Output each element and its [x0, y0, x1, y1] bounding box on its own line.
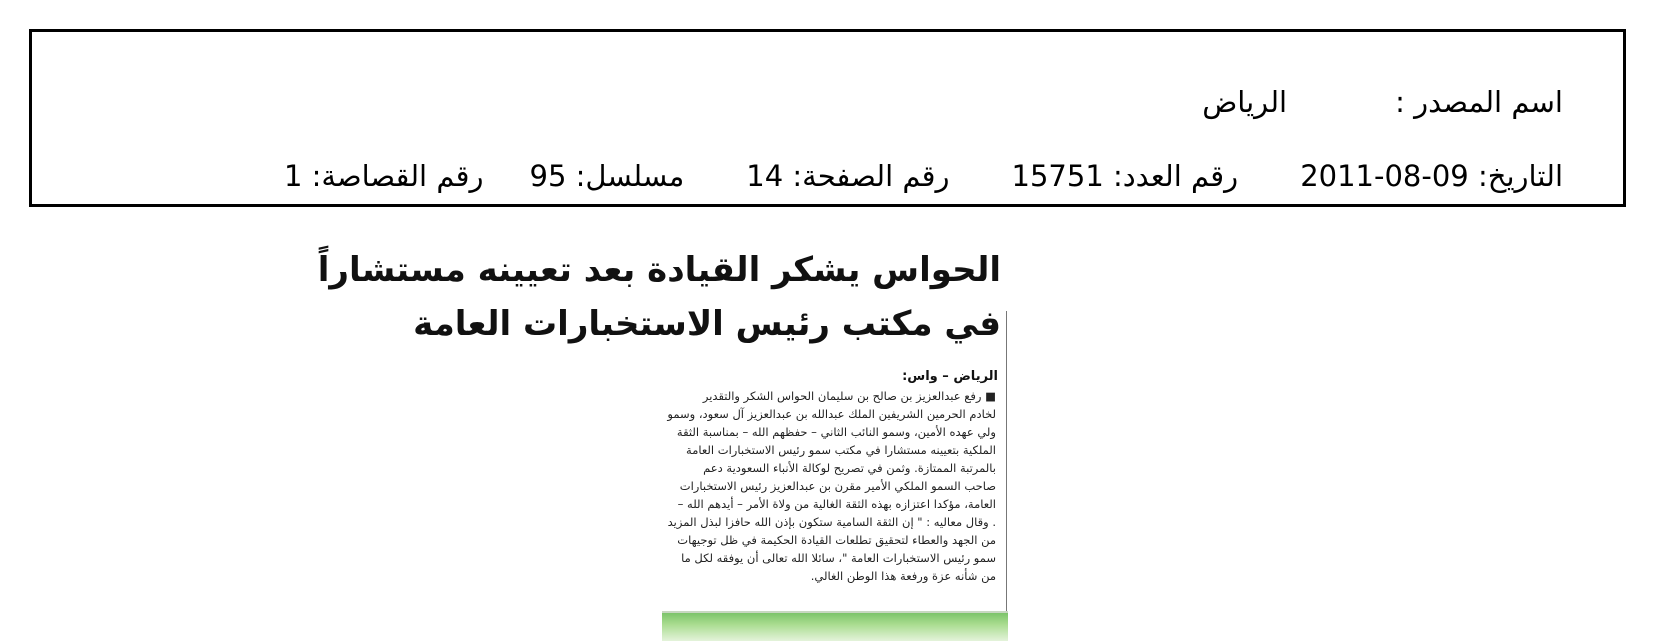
date-value: 2011-08-09: [1300, 159, 1469, 193]
body-line: . وقال معاليه : " إن الثقة السامية ستكون بإذن الله حافزا لبذل المزيد: [667, 515, 996, 529]
serial-value: 95: [529, 159, 567, 193]
newspaper-clipping: [317, 241, 1008, 641]
source-line: [1202, 85, 1563, 119]
issue-value: 15751: [1011, 159, 1104, 193]
body-line: من شأنه عزة ورفعة هذا الوطن الغالي.: [810, 569, 996, 583]
clip-number-value: 1: [283, 159, 303, 193]
body-line: من الجهد والعطاء لتحقيق تطلعات القيادة الحكيمة في ظل توجيهات: [677, 533, 996, 547]
issue-field: [1011, 159, 1239, 193]
article-body: [658, 387, 996, 585]
article-headline: [317, 243, 1001, 351]
body-line: العامة، مؤكدا اعتزازه بهذه الثقة الغالية من ولاة الأمر – أيدهم الله –: [677, 497, 996, 511]
serial-label: مسلسل:: [575, 159, 685, 193]
clip-number-label: رقم القصاصة:: [311, 159, 484, 193]
body-line: صاحب السمو الملكي الأمير مقرن بن عبدالعزيز رئيس الاستخبارات: [679, 479, 996, 493]
article-dateline: الرياض – واس:: [902, 369, 998, 384]
source-value: الرياض: [1202, 85, 1288, 119]
headline-line-2: في مكتب رئيس الاستخبارات العامة: [413, 304, 1001, 344]
serial-field: [529, 159, 685, 193]
date-label: التاريخ:: [1477, 159, 1563, 193]
date-field: [1300, 159, 1563, 193]
page-field: [746, 159, 950, 193]
details-line: [283, 159, 1563, 193]
body-line: لخادم الحرمين الشريفين الملك عبدالله بن عبدالعزيز آل سعود، وسمو: [667, 407, 996, 421]
clipping-info-box: [29, 29, 1626, 207]
body-line: بالمرتبة الممتازة. وثمن في تصريح لوكالة الأنباء السعودية دعم: [703, 461, 996, 475]
body-line: ■ رفع عبدالعزيز بن صالح بن سليمان الحواس الشكر والتقدير: [702, 389, 996, 403]
column-rule: [1006, 311, 1007, 641]
article-photo: [662, 613, 1008, 641]
body-line: ولي عهده الأمين، وسمو النائب الثاني – حفظهم الله – بمناسبة الثقة: [676, 425, 996, 439]
page-label: رقم الصفحة:: [792, 159, 950, 193]
headline-line-1: الحواس يشكر القيادة بعد تعيينه مستشاراً: [317, 250, 1001, 290]
source-label: اسم المصدر :: [1395, 85, 1563, 119]
page-value: 14: [746, 159, 784, 193]
body-line: الملكية بتعيينه مستشارا في مكتب سمو رئيس الاستخبارات العامة: [686, 443, 996, 457]
issue-label: رقم العدد:: [1113, 159, 1239, 193]
body-line: سمو رئيس الاستخبارات العامة "، سائلا الله تعالى أن يوفقه لكل ما: [681, 551, 996, 565]
clip-number-field: [283, 159, 484, 193]
